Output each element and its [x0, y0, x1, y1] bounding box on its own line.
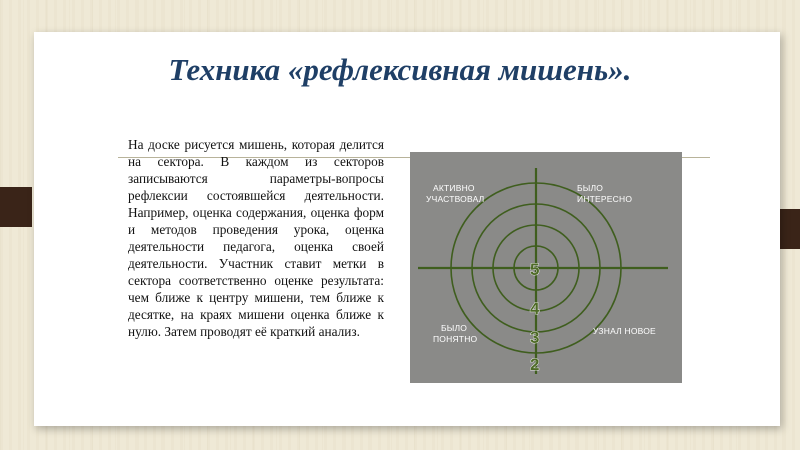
- sector-label-bottom-left-2: ПОНЯТНО: [433, 334, 478, 344]
- slide-title: Техника «рефлексивная мишень».: [168, 52, 632, 87]
- left-decor-tab: [0, 187, 32, 227]
- sector-label-top-left-2: УЧАСТВОВАЛ: [426, 194, 485, 204]
- scale-number-3: 3: [530, 328, 540, 347]
- sector-label-top-right-1: БЫЛО: [577, 183, 604, 193]
- sector-label-bottom-left-1: БЫЛО: [441, 323, 468, 333]
- reflexive-target-diagram: [410, 152, 682, 383]
- scale-number-5: 5: [530, 260, 540, 279]
- target-svg: [410, 152, 682, 383]
- sector-label-top-right-2: ИНТЕРЕСНО: [577, 194, 633, 204]
- body-paragraph: На доске рисуется мишень, которая делится на сектора. В каждом из секторов записываются параметры-вопросы рефлексии состоявшейся деятельности. Например, оценка содержания, оценка форм и методов проведения урока, оценка деятельности педагога, оценка своей деятельности. Участник ставит метки в сектора соответственно оценке результата: чем ближе к центру мишени, тем ближе к десятке, на краях мишени оценка ближе к нулю. Затем проводят её краткий анализ.: [128, 137, 384, 339]
- scale-number-2: 2: [530, 355, 540, 374]
- sector-label-bottom-right: УЗНАЛ НОВОЕ: [593, 326, 656, 336]
- sector-label-top-left-1: АКТИВНО: [433, 183, 475, 193]
- scale-number-4: 4: [530, 299, 540, 318]
